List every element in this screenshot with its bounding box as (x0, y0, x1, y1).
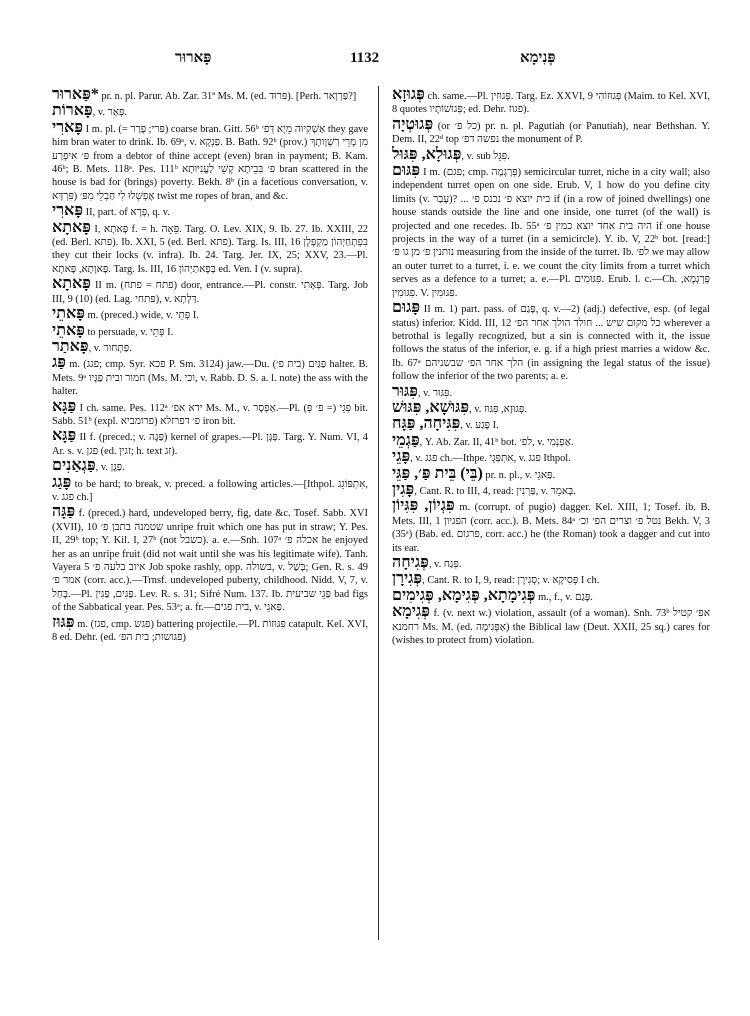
entry-headword: פְּגִירָן (392, 570, 423, 588)
entry-headword: פַּגָּא (52, 397, 77, 415)
dictionary-entry (52, 473, 368, 505)
dictionary-entry (52, 397, 368, 429)
running-header (0, 50, 750, 74)
header-left-word: פָּארוּר (175, 50, 212, 66)
entry-definition: m. (corrupt. of pugio) dagger. Kel. XIII, 1; Tosef. ib. B. Mets. III, 1 הפגיון (corr. acc.). B. Mets. 84ᵃ נטל פ׳ וצרים הפ׳ וכ׳ Bekh. V, 3 (35ᵃ) (Bab. ed. פרגום, corr. acc.) he (the Roman) took a dagger and cut into its ear. (392, 502, 711, 554)
entry-definition: f. (v. next w.) violation, assault (of a woman). Snh. 73ᵇ אפ׳ קטיל רחמנא Ms. M. (ed. אַפְּגִימָה) the Biblical law (Deut. XXII, 25 sq.) cares for (wishes to protect from) violation. (392, 608, 710, 647)
entry-definition: m. (preced.) wide, v. פְּתֵי I. (84, 310, 199, 322)
entry-definition: , v. פִּגּוּר. (417, 387, 453, 399)
entry-definition: ch. same.—Pl. פְּגוּזִין. Targ. Ez. XXVI, 9 פְּגוּזוֹהִי (Maim. to Kel. XVI, 8 quotes פְּגוּשׁוֹתָיו; ed. Dehr. פגוז). (392, 91, 710, 116)
entry-headword: פְּגוּלָא, פִּגּוּל (392, 145, 462, 163)
dictionary-entry (392, 88, 710, 117)
header-right-word: פְּנִימָא (520, 50, 556, 66)
dictionary-entry (392, 499, 710, 555)
dictionary-entry (392, 605, 710, 647)
entry-definition: (or כל פ׳) pr. n. pl. Pagutiah (or Panutiah), near Bethshan. Y. Dem. II, 22ᵈ top נפשה דפ׳ the monument of P. (392, 120, 710, 146)
dictionary-entry (52, 356, 368, 398)
dictionary-entry (52, 204, 368, 219)
dictionary-entry (52, 459, 368, 474)
dictionary-entry (392, 398, 710, 416)
entry-definition: II, part. of פְּרָא, q. v. (83, 207, 170, 219)
entry-headword: פְּגִיחָה (392, 554, 429, 571)
entry-definition: , v. פְּגַח. (428, 559, 462, 570)
entry-headword: פַּגָּא (52, 427, 77, 445)
entry-definition: , Cant. R. to III, 4, read: פַּרְנִין, v. בָּאמֵר. (414, 485, 576, 497)
entry-definition: , v. פַּגָּן. (95, 462, 125, 474)
entry-headword: פַּג (52, 354, 66, 372)
dictionary-entry (392, 431, 710, 449)
column-divider (378, 86, 379, 940)
dictionary-entry (392, 145, 710, 163)
entry-definition: II f. (preced.; v. פַּגָּה) kernel of grapes.—Pl. פַּגָּן. Targ. Y. Num. VI, 4 Ar. s. v. פגן (ed. זגין; h. text זג). (52, 432, 368, 457)
entry-definition: pr. n. pl. Parur. Ab. Zar. 31ª Ms. M. (ed. פּרוּד). [Perh. פַּרְוָאר?] (98, 91, 357, 102)
entry-definition: , v. פגג ch.—Ithpe. אִתְפְּגֵי, v. פגג Ithpol. (410, 453, 571, 465)
dictionary-entry (392, 301, 710, 383)
dictionary-entry (52, 505, 368, 614)
entry-definition: m. (פגז, cmp. פגש) battering projectile.—Pl. פִּגּוּזוֹת catapult. Kel. XVI, 8 ed. Dehr. (ed. פגושות; בית הפ׳) (52, 618, 369, 644)
dictionary-entry (392, 382, 710, 400)
entry-definition: m. (פגג; cmp. Syr. פכא P. Sm. 3124) jaw.—Du. פַּגַּיִם (בית פ׳) halter. B. Mets. 9ᵃ חמור ובית פַּגָּיו (Ms. M. וכי, v. Rabb. D. S. a. l. note) the ass with the halter. (52, 359, 368, 398)
entry-headword: פָּאתָא (52, 218, 92, 236)
entry-definition: , v. פַּתְחוּר. (88, 342, 132, 354)
dictionary-entry (392, 464, 710, 482)
entry-headword: פְּגִימָתָא, פְּגִימָא, פְּגִימִים (392, 586, 536, 604)
entry-headword: פָּארִי (52, 202, 84, 220)
entry-headword: פָּאתֵי (52, 321, 85, 339)
dictionary-entry (52, 307, 368, 322)
entry-definition: m., f., v. פָּגַם. (535, 591, 593, 603)
entry-headword: פַּגָּה (52, 503, 76, 521)
dictionary-entry (392, 586, 710, 604)
entry-headword: פַּגְמֵי (392, 431, 420, 449)
entry-headword: פָּאתֵי (52, 305, 85, 323)
dictionary-entry (52, 88, 368, 103)
entry-definition: f. (preced.) hard, undeveloped berry, fig, date &c. Tosef. Sabb. XVI (XVII), 10 שטמנה בתבן פ׳ unripe fruit which one has put in straw; Y. Pes. II, 29ᵇ top; Y. Kil. I, 27ᵇ (not כשבל). a. e.—Snh. 107ᵃ אכלה פ׳ he enjoyed her as an unripe fruit (did not wait until she was his legitimate wife). Tanh. Vayera 5 איוב בלעה פ׳ Job spoke rashly, opp. בשולה, v. בָּשַׁל; Gen. R. s. 49 אמר פ׳ (corr. acc.).—Trnsf. undeveloped puberty, childhood. Nidd. V, 7, v. בָּחַל.—Pl. פַּגִּים, פַּגִּין. Lev. R. s. 31; Sifré Num. 137. Ib. פַּגֵּי שביעית bad figs of the Sabbatical year. Pes. 53ᵃ; a. fr.—בית פגים, v. פַּאגֵי. (52, 508, 368, 614)
entry-headword: פְּגִימָא (392, 603, 430, 621)
entry-definition: I, פָּאתָא f. = h. פֵּאָה. Targ. O. Lev. XIX, 9. Ib. 27. Ib. XXIII, 22 (ed. Berl. פתא). Ib. XXI, 5 (ed. Berl. פתא). Targ. Is. III, 16 בִּפְתָחַיְהוֹן מַקְפְּלָן they cut their locks (v. infra). Ib. 24. Targ. Jer. IX, 25; XXV, 23.—Pl. פָּאוָתָא, פָּאתָא. Targ. Is. III, 16 בְּפָאתַיְהוֹן ed. Ven. I (v. supra). (52, 223, 368, 275)
entry-headword: פָּאתַר (52, 337, 89, 355)
page-number: 1132 (350, 50, 380, 66)
dictionary-entry (392, 115, 710, 147)
entry-headword: פָּארוֹת (52, 102, 93, 120)
entry-definition: I m. (פגם; cmp. פְּרָגְמָה) semicircular turret, niche in a city wall; also independent turret open on one side. Erub. V, 1 how do you define city limits (v. עָבַר)? ... בית יוצא פ׳ נכנס פ׳ if (in a row of joined dwellings) one house stands outside the line and one inside, one turret (of the wall) is projected and one recedes. Ib. 55ᵃ היה בית אחד יוצא כמין פ׳ if one house projects in the way of a turret (in a semicircle). Y. ib. V, 22ᵇ bot. [read:] נותנין פ׳ מן גו פ׳ measuring from the inside of the turret. Ib. לפ׳ we may allow an outer turret to a turret, i. e. we count the city limits from a turret which serves as a defence to a turret; a. e.—Pl. פִּגּוּמִים. Erub. l. c.—Ch. פְּרָגְמָא, פִּגּוּמִין. V. פִּגּוּמִין. (392, 167, 711, 299)
entry-headword: (בֵּי) בֵּית פַּ׳, פַּגֵּי (392, 464, 483, 482)
dictionary-entry (392, 417, 710, 432)
entry-headword: פִּגּוּז (52, 613, 75, 631)
right-column (392, 88, 710, 648)
dictionary-entry (392, 450, 710, 465)
entry-definition: I m. pl. (= פּרי; פָּרַר) coarse bran. Gitt. 56ᵇ אַשְׁקִיוּה מֵיָא דְּפ׳ they gave him bran water to drink. Ib. 69ᵃ, v. פַּנְקָא. B. Bath. 92ᵇ (prov.) מִן מָרֵי רַשְׁוָותָךְ פּ׳ אִיפְרַע from a debtor of thine accept (even) bran in payment; B. Kam. 46ᵇ; B. Mets. 118ᵃ. Pes. 111ᵇ פּ׳ בִּבֵיתָא קָשֵׁי לַעֲנִיּוּתָא bran scattered in the house is bad for (brings) poverty. Bekh. 8ᵇ (in a facetious conversation, v. פִּרְדָּא) אֶפְשְׁלוּ לִי חַבְלֵי מִפּ׳ twist me ropes of bran, and &c. (52, 123, 368, 202)
dictionary-entry (52, 118, 368, 203)
entry-headword: פִּגּוּשָׁא, פִּגּוּשׁ (392, 398, 470, 416)
entry-definition: , v. פְּאַר. (92, 107, 128, 119)
dictionary-entry (392, 480, 710, 498)
entry-definition: , v. פָּגַע I. (460, 420, 499, 432)
dictionary-entry (52, 613, 369, 645)
entry-definition: , Y. Ab. Zar. II, 41ᵇ bot. לפ׳, v. אַפְנְמִי. (419, 436, 574, 448)
dictionary-entry (52, 218, 368, 277)
entry-definition: II m. 1) part. pass. of פָּגַם, q. v.—2) (adj.) defective, esp. (of legal status) inferior. Kidd. III, 12 כל מקום שיש ... חולד הולך אחר הפ׳ wherever a betrothal is legally recognized, but a sin is connected with it, the issue follows the status of the inferior, e. g. if a high priest marries a widow &c. Ib. 67ᵃ הלך אחר הפ׳ שבשניהם (in assigning the legal status of the issue) follow the inferior of the two parents; a. e. (392, 304, 710, 383)
entry-headword: *פַּארוּר (52, 86, 99, 103)
entry-definition: , v. sub פִּגֵּל. (461, 150, 510, 162)
entry-definition: II m. (פתח = פתח) door, entrance.—Pl. constr. פְּאַתִי. Targ. Job III, 9 (10) (ed. Lag. פּתחי), v. דַּלְתָא. (52, 280, 368, 305)
dictionary-entry (392, 572, 710, 587)
entry-headword: פְּגוּזָא (392, 86, 425, 103)
dictionary-entry (52, 321, 368, 339)
entry-headword: פַּגְאַנִים (52, 457, 96, 475)
dictionary-entry (52, 104, 368, 119)
entry-definition: , Cant. R. to I, 9, read: סְגִירָן; v. פְּסִיקָא I ch. (422, 575, 600, 587)
entry-definition: to be hard; to break, v. preced. a following articles.—[Ithpol. אִתְפּוֹגֵג, v. פגג ch.] (52, 478, 368, 503)
entry-definition: , v. פְּגוּזָא, פִּגּוּז. (469, 403, 527, 415)
entry-definition: pr. n. pl., v. פַּאגֵי. (482, 469, 556, 481)
entry-definition: I ch. same. Pes. 112ᵃ ידא אפ׳ Ms. M., v. אַפְסָר.—Pl. פְּגֵי (= פ׳ פְּ) bit. Sabb. 51ᵇ (expl. פרומביא) פ׳ דפרזלא iron bit. (52, 402, 368, 427)
entry-headword: פָּגוּם (392, 299, 421, 317)
entry-headword: פִּגּוּר (392, 382, 418, 400)
entry-headword: פָּארִי (52, 118, 84, 136)
entry-headword: פָּגִין (392, 480, 415, 498)
dictionary-entry (392, 556, 710, 571)
dictionary-entry (52, 337, 368, 355)
entry-headword: פָּגֵי (392, 448, 411, 466)
left-column (52, 88, 368, 645)
dictionary-entry (392, 164, 710, 300)
dictionary-entry (52, 429, 368, 458)
entry-headword: פְּגוּטְיָה (392, 115, 434, 133)
entry-headword: פִּגִּיחָה, פַּגָּח (392, 415, 461, 433)
entry-definition: to persuade, v. פְּתֵי I. (84, 326, 174, 338)
dictionary-entry (52, 277, 368, 306)
entry-headword: פָּאתָא (52, 275, 92, 293)
entry-headword: פִּגְיוֹן, פִּגִּיוֹן (392, 497, 455, 515)
entry-headword: פִּגּוּם (392, 162, 421, 180)
entry-headword: פָּגַג (52, 473, 72, 491)
